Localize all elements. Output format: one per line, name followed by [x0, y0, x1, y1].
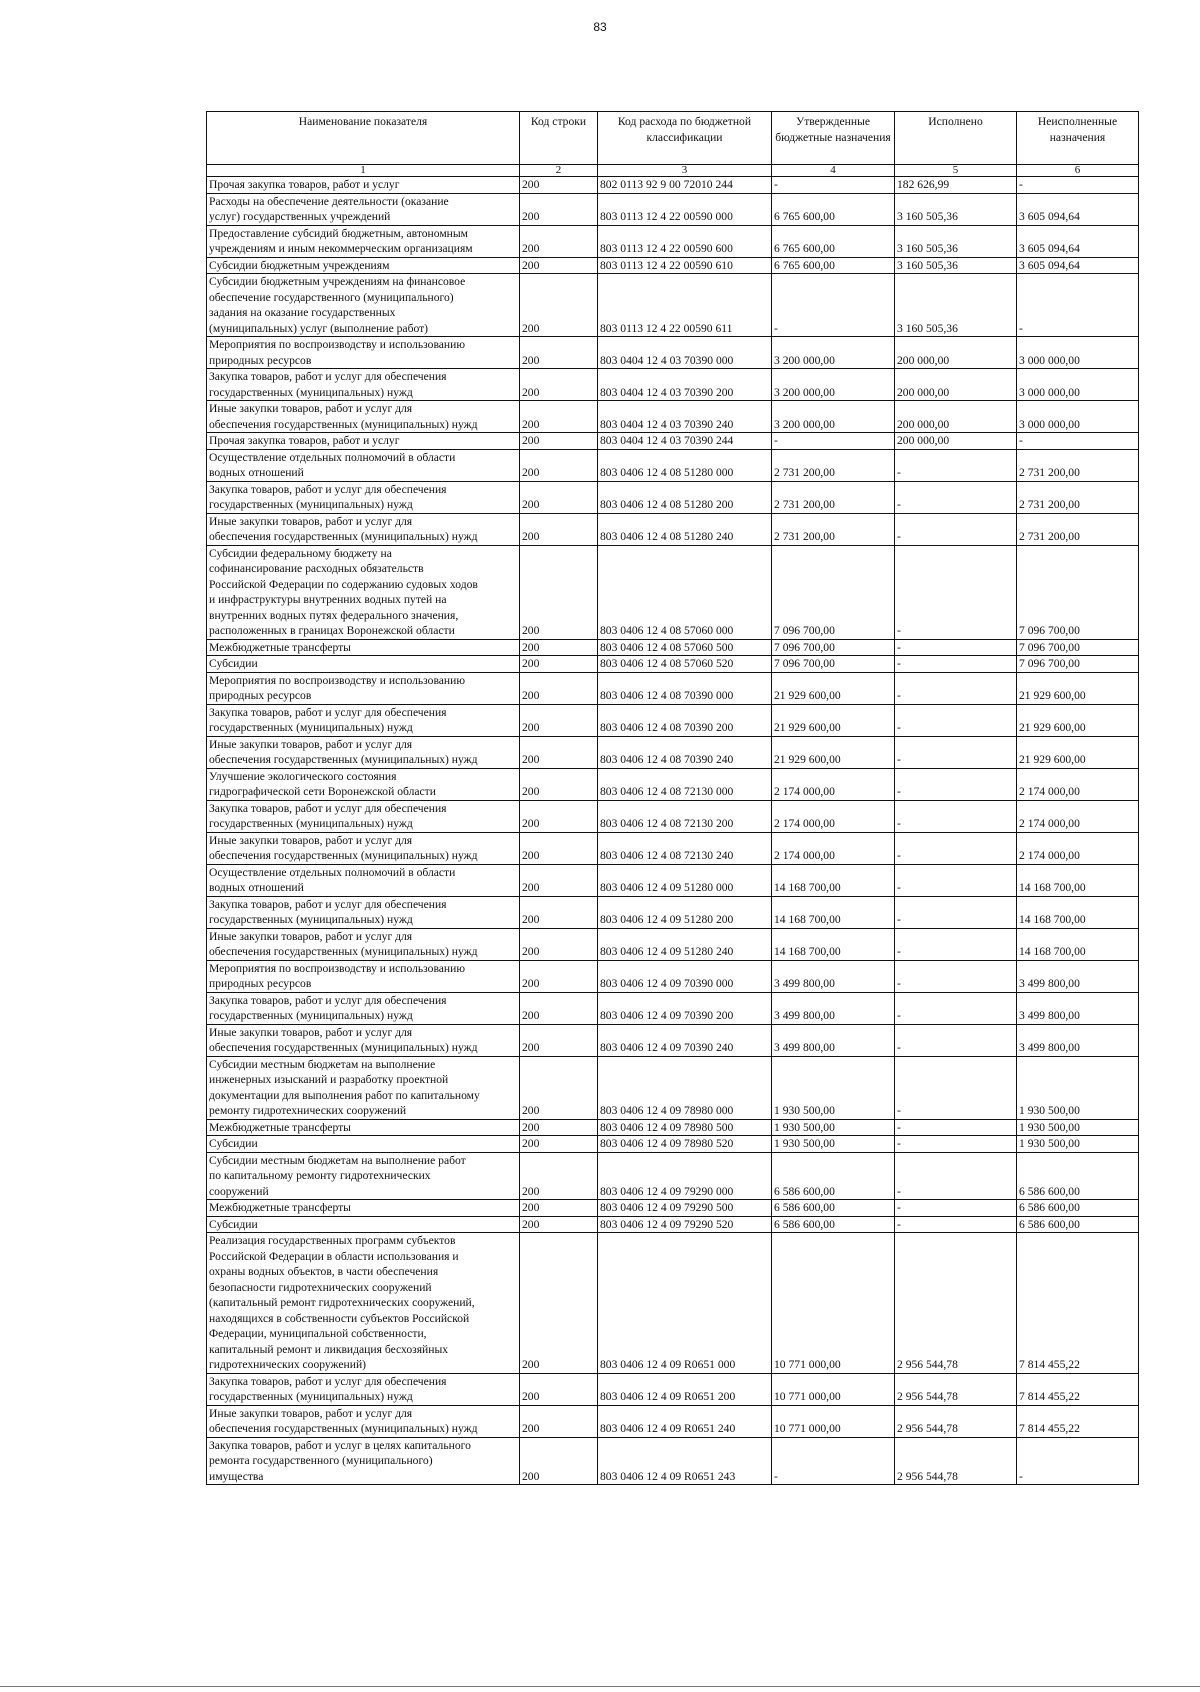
unexecuted-cell: 3 499 800,00 [1017, 960, 1139, 992]
unexecuted-cell: 14 168 700,00 [1017, 928, 1139, 960]
approved-cell: 3 499 800,00 [772, 960, 895, 992]
expense-code-cell: 803 0406 12 4 08 70390 200 [598, 704, 772, 736]
expense-code-cell: 803 0406 12 4 08 57060 000 [598, 545, 772, 639]
line-code-cell: 200 [520, 736, 598, 768]
line-code-cell: 200 [520, 1119, 598, 1136]
table-row [207, 433, 1139, 450]
unexecuted-cell: 2 731 200,00 [1017, 481, 1139, 513]
indicator-name-cell: Субсидии [207, 656, 520, 673]
header-approved: Утвержденные бюджетные назначения [772, 112, 895, 165]
unexecuted-cell: 7 096 700,00 [1017, 639, 1139, 656]
indicator-name-cell: Закупка товаров, работ и услуг для обеспечения государственных (муниципальных) нужд [207, 704, 520, 736]
table-row [207, 177, 1139, 194]
line-code-cell: 200 [520, 672, 598, 704]
line-code-cell: 200 [520, 1056, 598, 1119]
unexecuted-cell: 1 930 500,00 [1017, 1056, 1139, 1119]
line-code-cell: 200 [520, 274, 598, 337]
table-row [207, 1119, 1139, 1136]
expense-code-cell: 803 0406 12 4 09 R0651 000 [598, 1233, 772, 1374]
indicator-name-cell: Субсидии федеральному бюджету на софинансирование расходных обязательств Российской Федерации по содержанию судовых ходов и инфраструктуры внутренних водных путей на внутренних водных путях федерального значения, расположенных в границах Воронежской области [207, 545, 520, 639]
indicator-name-cell: Иные закупки товаров, работ и услуг для обеспечения государственных (муниципальных) нужд [207, 513, 520, 545]
executed-cell: - [895, 1152, 1017, 1200]
budget-execution-table [206, 111, 1139, 1485]
unexecuted-cell: 6 586 600,00 [1017, 1216, 1139, 1233]
indicator-name-cell: Субсидии [207, 1216, 520, 1233]
indicator-name-cell: Закупка товаров, работ и услуг для обеспечения государственных (муниципальных) нужд [207, 369, 520, 401]
line-code-cell: 200 [520, 928, 598, 960]
executed-cell: - [895, 449, 1017, 481]
unexecuted-cell: - [1017, 177, 1139, 194]
executed-cell: - [895, 639, 1017, 656]
indicator-name-cell: Прочая закупка товаров, работ и услуг [207, 177, 520, 194]
approved-cell: 21 929 600,00 [772, 704, 895, 736]
approved-cell: 10 771 000,00 [772, 1373, 895, 1405]
unexecuted-cell: 6 586 600,00 [1017, 1152, 1139, 1200]
unexecuted-cell: 3 000 000,00 [1017, 369, 1139, 401]
executed-cell: - [895, 1200, 1017, 1217]
expense-code-cell: 803 0406 12 4 09 79290 000 [598, 1152, 772, 1200]
expense-code-cell: 803 0406 12 4 09 R0651 240 [598, 1405, 772, 1437]
executed-cell: 200 000,00 [895, 401, 1017, 433]
indicator-name-cell: Закупка товаров, работ и услуг для обеспечения государственных (муниципальных) нужд [207, 800, 520, 832]
expense-code-cell: 803 0406 12 4 08 57060 500 [598, 639, 772, 656]
approved-cell: 6 765 600,00 [772, 225, 895, 257]
column-number: 5 [895, 165, 1017, 177]
table-row [207, 736, 1139, 768]
unexecuted-cell: 3 000 000,00 [1017, 337, 1139, 369]
line-code-cell: 200 [520, 656, 598, 673]
column-number: 2 [520, 165, 598, 177]
approved-cell: 3 499 800,00 [772, 1024, 895, 1056]
approved-cell: 3 200 000,00 [772, 369, 895, 401]
table-row [207, 864, 1139, 896]
approved-cell: 3 200 000,00 [772, 401, 895, 433]
table-row [207, 257, 1139, 274]
line-code-cell: 200 [520, 1233, 598, 1374]
expense-code-cell: 803 0406 12 4 09 79290 500 [598, 1200, 772, 1217]
table-row [207, 274, 1139, 337]
executed-cell: 3 160 505,36 [895, 257, 1017, 274]
expense-code-cell: 803 0406 12 4 09 79290 520 [598, 1216, 772, 1233]
executed-cell: - [895, 960, 1017, 992]
indicator-name-cell: Закупка товаров, работ и услуг в целях капитального ремонта государственного (муниципального) имущества [207, 1437, 520, 1485]
table-row [207, 513, 1139, 545]
approved-cell: 14 168 700,00 [772, 864, 895, 896]
table-row [207, 704, 1139, 736]
approved-cell: 6 586 600,00 [772, 1200, 895, 1217]
unexecuted-cell: 2 731 200,00 [1017, 513, 1139, 545]
indicator-name-cell: Межбюджетные трансферты [207, 1119, 520, 1136]
indicator-name-cell: Закупка товаров, работ и услуг для обеспечения государственных (муниципальных) нужд [207, 896, 520, 928]
line-code-cell: 200 [520, 1373, 598, 1405]
executed-cell: - [895, 736, 1017, 768]
header-executed: Исполнено [895, 112, 1017, 165]
indicator-name-cell: Реализация государственных программ субъектов Российской Федерации в области использования и охраны водных объектов, в части обеспечения безопасности гидротехнических сооружений (капитальный ремонт гидротехнических сооружений, находящихся в собственности субъектов Российской Федерации, муниципальной собственности, капитальный ремонт и ликвидация бесхозяйных гидротехнических сооружений) [207, 1233, 520, 1374]
approved-cell: 14 168 700,00 [772, 896, 895, 928]
indicator-name-cell: Мероприятия по воспроизводству и использованию природных ресурсов [207, 960, 520, 992]
line-code-cell: 200 [520, 449, 598, 481]
executed-cell: - [895, 896, 1017, 928]
unexecuted-cell: 14 168 700,00 [1017, 896, 1139, 928]
table-header-row [207, 112, 1139, 165]
column-number: 1 [207, 165, 520, 177]
expense-code-cell: 803 0404 12 4 03 70390 244 [598, 433, 772, 450]
indicator-name-cell: Субсидии бюджетным учреждениям на финансовое обеспечение государственного (муниципального) задания на оказание государственных (муниципальных) услуг (выполнение работ) [207, 274, 520, 337]
expense-code-cell: 803 0406 12 4 09 78980 520 [598, 1136, 772, 1153]
table-row [207, 1233, 1139, 1374]
indicator-name-cell: Мероприятия по воспроизводству и использованию природных ресурсов [207, 672, 520, 704]
indicator-name-cell: Иные закупки товаров, работ и услуг для обеспечения государственных (муниципальных) нужд [207, 832, 520, 864]
unexecuted-cell: 2 731 200,00 [1017, 449, 1139, 481]
indicator-name-cell: Предоставление субсидий бюджетным, автономным учреждениям и иным некоммерческим организациям [207, 225, 520, 257]
unexecuted-cell: 3 499 800,00 [1017, 992, 1139, 1024]
unexecuted-cell: - [1017, 1437, 1139, 1485]
unexecuted-cell: 2 174 000,00 [1017, 832, 1139, 864]
indicator-name-cell: Субсидии бюджетным учреждениям [207, 257, 520, 274]
approved-cell: 7 096 700,00 [772, 656, 895, 673]
table-body [207, 177, 1139, 1485]
table-row [207, 768, 1139, 800]
indicator-name-cell: Закупка товаров, работ и услуг для обеспечения государственных (муниципальных) нужд [207, 1373, 520, 1405]
unexecuted-cell: 7 814 455,22 [1017, 1405, 1139, 1437]
approved-cell: 1 930 500,00 [772, 1056, 895, 1119]
table-row [207, 545, 1139, 639]
unexecuted-cell: 7 814 455,22 [1017, 1233, 1139, 1374]
expense-code-cell: 803 0406 12 4 08 57060 520 [598, 656, 772, 673]
table-row [207, 401, 1139, 433]
line-code-cell: 200 [520, 1437, 598, 1485]
indicator-name-cell: Закупка товаров, работ и услуг для обеспечения государственных (муниципальных) нужд [207, 481, 520, 513]
table-row [207, 992, 1139, 1024]
unexecuted-cell: 21 929 600,00 [1017, 704, 1139, 736]
approved-cell: 7 096 700,00 [772, 545, 895, 639]
executed-cell: - [895, 672, 1017, 704]
approved-cell: 1 930 500,00 [772, 1119, 895, 1136]
line-code-cell: 200 [520, 337, 598, 369]
line-code-cell: 200 [520, 481, 598, 513]
line-code-cell: 200 [520, 545, 598, 639]
approved-cell: 14 168 700,00 [772, 928, 895, 960]
line-code-cell: 200 [520, 704, 598, 736]
approved-cell: 6 765 600,00 [772, 257, 895, 274]
approved-cell: 21 929 600,00 [772, 736, 895, 768]
line-code-cell: 200 [520, 225, 598, 257]
table-row [207, 800, 1139, 832]
indicator-name-cell: Субсидии местным бюджетам на выполнение работ по капитальному ремонту гидротехнических сооружений [207, 1152, 520, 1200]
table-row [207, 1056, 1139, 1119]
expense-code-cell: 803 0406 12 4 08 51280 240 [598, 513, 772, 545]
unexecuted-cell: 2 174 000,00 [1017, 800, 1139, 832]
indicator-name-cell: Иные закупки товаров, работ и услуг для обеспечения государственных (муниципальных) нужд [207, 928, 520, 960]
expense-code-cell: 803 0113 12 4 22 00590 600 [598, 225, 772, 257]
indicator-name-cell: Иные закупки товаров, работ и услуг для обеспечения государственных (муниципальных) нужд [207, 1024, 520, 1056]
expense-code-cell: 803 0406 12 4 08 51280 000 [598, 449, 772, 481]
table-row [207, 1200, 1139, 1217]
line-code-cell: 200 [520, 513, 598, 545]
unexecuted-cell: 3 605 094,64 [1017, 225, 1139, 257]
indicator-name-cell: Мероприятия по воспроизводству и использованию природных ресурсов [207, 337, 520, 369]
expense-code-cell: 803 0113 12 4 22 00590 000 [598, 193, 772, 225]
header-indicator-name: Наименование показателя [207, 112, 520, 165]
executed-cell: - [895, 992, 1017, 1024]
indicator-name-cell: Иные закупки товаров, работ и услуг для обеспечения государственных (муниципальных) нужд [207, 1405, 520, 1437]
executed-cell: 2 956 544,78 [895, 1233, 1017, 1374]
bottom-rule [0, 1686, 1200, 1687]
expense-code-cell: 803 0406 12 4 08 72130 240 [598, 832, 772, 864]
expense-code-cell: 803 0113 12 4 22 00590 611 [598, 274, 772, 337]
table-row [207, 1024, 1139, 1056]
header-unexecuted: Неисполненные назначения [1017, 112, 1139, 165]
unexecuted-cell: 14 168 700,00 [1017, 864, 1139, 896]
line-code-cell: 200 [520, 369, 598, 401]
table-row [207, 1373, 1139, 1405]
line-code-cell: 200 [520, 1216, 598, 1233]
unexecuted-cell: - [1017, 274, 1139, 337]
executed-cell: 182 626,99 [895, 177, 1017, 194]
expense-code-cell: 803 0406 12 4 09 R0651 243 [598, 1437, 772, 1485]
approved-cell: 21 929 600,00 [772, 672, 895, 704]
executed-cell: - [895, 545, 1017, 639]
executed-cell: - [895, 1136, 1017, 1153]
column-number-row [207, 165, 1139, 177]
executed-cell: 200 000,00 [895, 433, 1017, 450]
executed-cell: 3 160 505,36 [895, 274, 1017, 337]
line-code-cell: 200 [520, 1024, 598, 1056]
expense-code-cell: 803 0406 12 4 09 70390 240 [598, 1024, 772, 1056]
unexecuted-cell: 3 000 000,00 [1017, 401, 1139, 433]
executed-cell: 200 000,00 [895, 337, 1017, 369]
executed-cell: 200 000,00 [895, 369, 1017, 401]
line-code-cell: 200 [520, 257, 598, 274]
unexecuted-cell: 1 930 500,00 [1017, 1119, 1139, 1136]
indicator-name-cell: Межбюджетные трансферты [207, 1200, 520, 1217]
indicator-name-cell: Прочая закупка товаров, работ и услуг [207, 433, 520, 450]
approved-cell: - [772, 177, 895, 194]
approved-cell: 2 174 000,00 [772, 768, 895, 800]
expense-code-cell: 803 0113 12 4 22 00590 610 [598, 257, 772, 274]
approved-cell: 10 771 000,00 [772, 1405, 895, 1437]
line-code-cell: 200 [520, 1200, 598, 1217]
expense-code-cell: 803 0406 12 4 09 70390 000 [598, 960, 772, 992]
expense-code-cell: 803 0406 12 4 09 51280 000 [598, 864, 772, 896]
executed-cell: 3 160 505,36 [895, 193, 1017, 225]
executed-cell: 2 956 544,78 [895, 1373, 1017, 1405]
line-code-cell: 200 [520, 401, 598, 433]
line-code-cell: 200 [520, 1152, 598, 1200]
indicator-name-cell: Осуществление отдельных полномочий в области водных отношений [207, 864, 520, 896]
table-row [207, 193, 1139, 225]
approved-cell: 2 731 200,00 [772, 513, 895, 545]
expense-code-cell: 803 0404 12 4 03 70390 200 [598, 369, 772, 401]
table-row [207, 672, 1139, 704]
executed-cell: - [895, 1024, 1017, 1056]
approved-cell: 2 731 200,00 [772, 449, 895, 481]
unexecuted-cell: 3 499 800,00 [1017, 1024, 1139, 1056]
indicator-name-cell: Субсидии [207, 1136, 520, 1153]
table-row [207, 225, 1139, 257]
approved-cell: 3 499 800,00 [772, 992, 895, 1024]
line-code-cell: 200 [520, 1136, 598, 1153]
table-row [207, 639, 1139, 656]
table-row [207, 656, 1139, 673]
executed-cell: - [895, 800, 1017, 832]
unexecuted-cell: 6 586 600,00 [1017, 1200, 1139, 1217]
table-row [207, 1152, 1139, 1200]
line-code-cell: 200 [520, 896, 598, 928]
indicator-name-cell: Иные закупки товаров, работ и услуг для обеспечения государственных (муниципальных) нужд [207, 401, 520, 433]
table-row [207, 481, 1139, 513]
expense-code-cell: 803 0404 12 4 03 70390 240 [598, 401, 772, 433]
approved-cell: 6 765 600,00 [772, 193, 895, 225]
table-row [207, 832, 1139, 864]
approved-cell: - [772, 433, 895, 450]
column-number: 6 [1017, 165, 1139, 177]
column-number: 3 [598, 165, 772, 177]
unexecuted-cell: - [1017, 433, 1139, 450]
table-row [207, 896, 1139, 928]
approved-cell: - [772, 274, 895, 337]
approved-cell: 6 586 600,00 [772, 1152, 895, 1200]
table-row [207, 960, 1139, 992]
table-row [207, 1136, 1139, 1153]
expense-code-cell: 803 0406 12 4 08 70390 000 [598, 672, 772, 704]
approved-cell: - [772, 1437, 895, 1485]
expense-code-cell: 803 0406 12 4 09 51280 200 [598, 896, 772, 928]
approved-cell: 10 771 000,00 [772, 1233, 895, 1374]
table-row [207, 1405, 1139, 1437]
table-row [207, 1437, 1139, 1485]
unexecuted-cell: 7 096 700,00 [1017, 545, 1139, 639]
unexecuted-cell: 7 096 700,00 [1017, 656, 1139, 673]
line-code-cell: 200 [520, 992, 598, 1024]
approved-cell: 6 586 600,00 [772, 1216, 895, 1233]
table-row [207, 449, 1139, 481]
column-number: 4 [772, 165, 895, 177]
line-code-cell: 200 [520, 177, 598, 194]
table-row [207, 337, 1139, 369]
executed-cell: - [895, 656, 1017, 673]
unexecuted-cell: 3 605 094,64 [1017, 193, 1139, 225]
table-row [207, 1216, 1139, 1233]
line-code-cell: 200 [520, 800, 598, 832]
table-row [207, 928, 1139, 960]
indicator-name-cell: Расходы на обеспечение деятельности (оказание услуг) государственных учреждений [207, 193, 520, 225]
unexecuted-cell: 2 174 000,00 [1017, 768, 1139, 800]
expense-code-cell: 803 0406 12 4 09 70390 200 [598, 992, 772, 1024]
approved-cell: 2 731 200,00 [772, 481, 895, 513]
unexecuted-cell: 7 814 455,22 [1017, 1373, 1139, 1405]
expense-code-cell: 803 0406 12 4 08 70390 240 [598, 736, 772, 768]
approved-cell: 2 174 000,00 [772, 832, 895, 864]
approved-cell: 2 174 000,00 [772, 800, 895, 832]
executed-cell: - [895, 928, 1017, 960]
executed-cell: 3 160 505,36 [895, 225, 1017, 257]
line-code-cell: 200 [520, 864, 598, 896]
expense-code-cell: 803 0406 12 4 08 72130 200 [598, 800, 772, 832]
expense-code-cell: 802 0113 92 9 00 72010 244 [598, 177, 772, 194]
unexecuted-cell: 21 929 600,00 [1017, 736, 1139, 768]
table-row [207, 369, 1139, 401]
indicator-name-cell: Субсидии местным бюджетам на выполнение инженерных изысканий и разработку проектной документации для выполнения работ по капитальному ремонту гидротехнических сооружений [207, 1056, 520, 1119]
header-line-code: Код строки [520, 112, 598, 165]
approved-cell: 1 930 500,00 [772, 1136, 895, 1153]
line-code-cell: 200 [520, 433, 598, 450]
indicator-name-cell: Улучшение экологического состояния гидрографической сети Воронежской области [207, 768, 520, 800]
expense-code-cell: 803 0404 12 4 03 70390 000 [598, 337, 772, 369]
line-code-cell: 200 [520, 832, 598, 864]
unexecuted-cell: 1 930 500,00 [1017, 1136, 1139, 1153]
executed-cell: - [895, 1056, 1017, 1119]
executed-cell: 2 956 544,78 [895, 1405, 1017, 1437]
line-code-cell: 200 [520, 960, 598, 992]
expense-code-cell: 803 0406 12 4 09 78980 500 [598, 1119, 772, 1136]
line-code-cell: 200 [520, 1405, 598, 1437]
expense-code-cell: 803 0406 12 4 09 78980 000 [598, 1056, 772, 1119]
unexecuted-cell: 21 929 600,00 [1017, 672, 1139, 704]
unexecuted-cell: 3 605 094,64 [1017, 257, 1139, 274]
indicator-name-cell: Межбюджетные трансферты [207, 639, 520, 656]
executed-cell: - [895, 704, 1017, 736]
expense-code-cell: 803 0406 12 4 09 51280 240 [598, 928, 772, 960]
expense-code-cell: 803 0406 12 4 09 R0651 200 [598, 1373, 772, 1405]
line-code-cell: 200 [520, 193, 598, 225]
executed-cell: - [895, 768, 1017, 800]
approved-cell: 7 096 700,00 [772, 639, 895, 656]
executed-cell: - [895, 481, 1017, 513]
executed-cell: - [895, 832, 1017, 864]
executed-cell: - [895, 1119, 1017, 1136]
executed-cell: - [895, 1216, 1017, 1233]
expense-code-cell: 803 0406 12 4 08 51280 200 [598, 481, 772, 513]
expense-code-cell: 803 0406 12 4 08 72130 000 [598, 768, 772, 800]
indicator-name-cell: Закупка товаров, работ и услуг для обеспечения государственных (муниципальных) нужд [207, 992, 520, 1024]
approved-cell: 3 200 000,00 [772, 337, 895, 369]
line-code-cell: 200 [520, 768, 598, 800]
executed-cell: 2 956 544,78 [895, 1437, 1017, 1485]
header-expense-code: Код расхода по бюджетной классификации [598, 112, 772, 165]
page-number: 83 [593, 20, 607, 34]
indicator-name-cell: Иные закупки товаров, работ и услуг для обеспечения государственных (муниципальных) нужд [207, 736, 520, 768]
executed-cell: - [895, 864, 1017, 896]
executed-cell: - [895, 513, 1017, 545]
line-code-cell: 200 [520, 639, 598, 656]
indicator-name-cell: Осуществление отдельных полномочий в области водных отношений [207, 449, 520, 481]
